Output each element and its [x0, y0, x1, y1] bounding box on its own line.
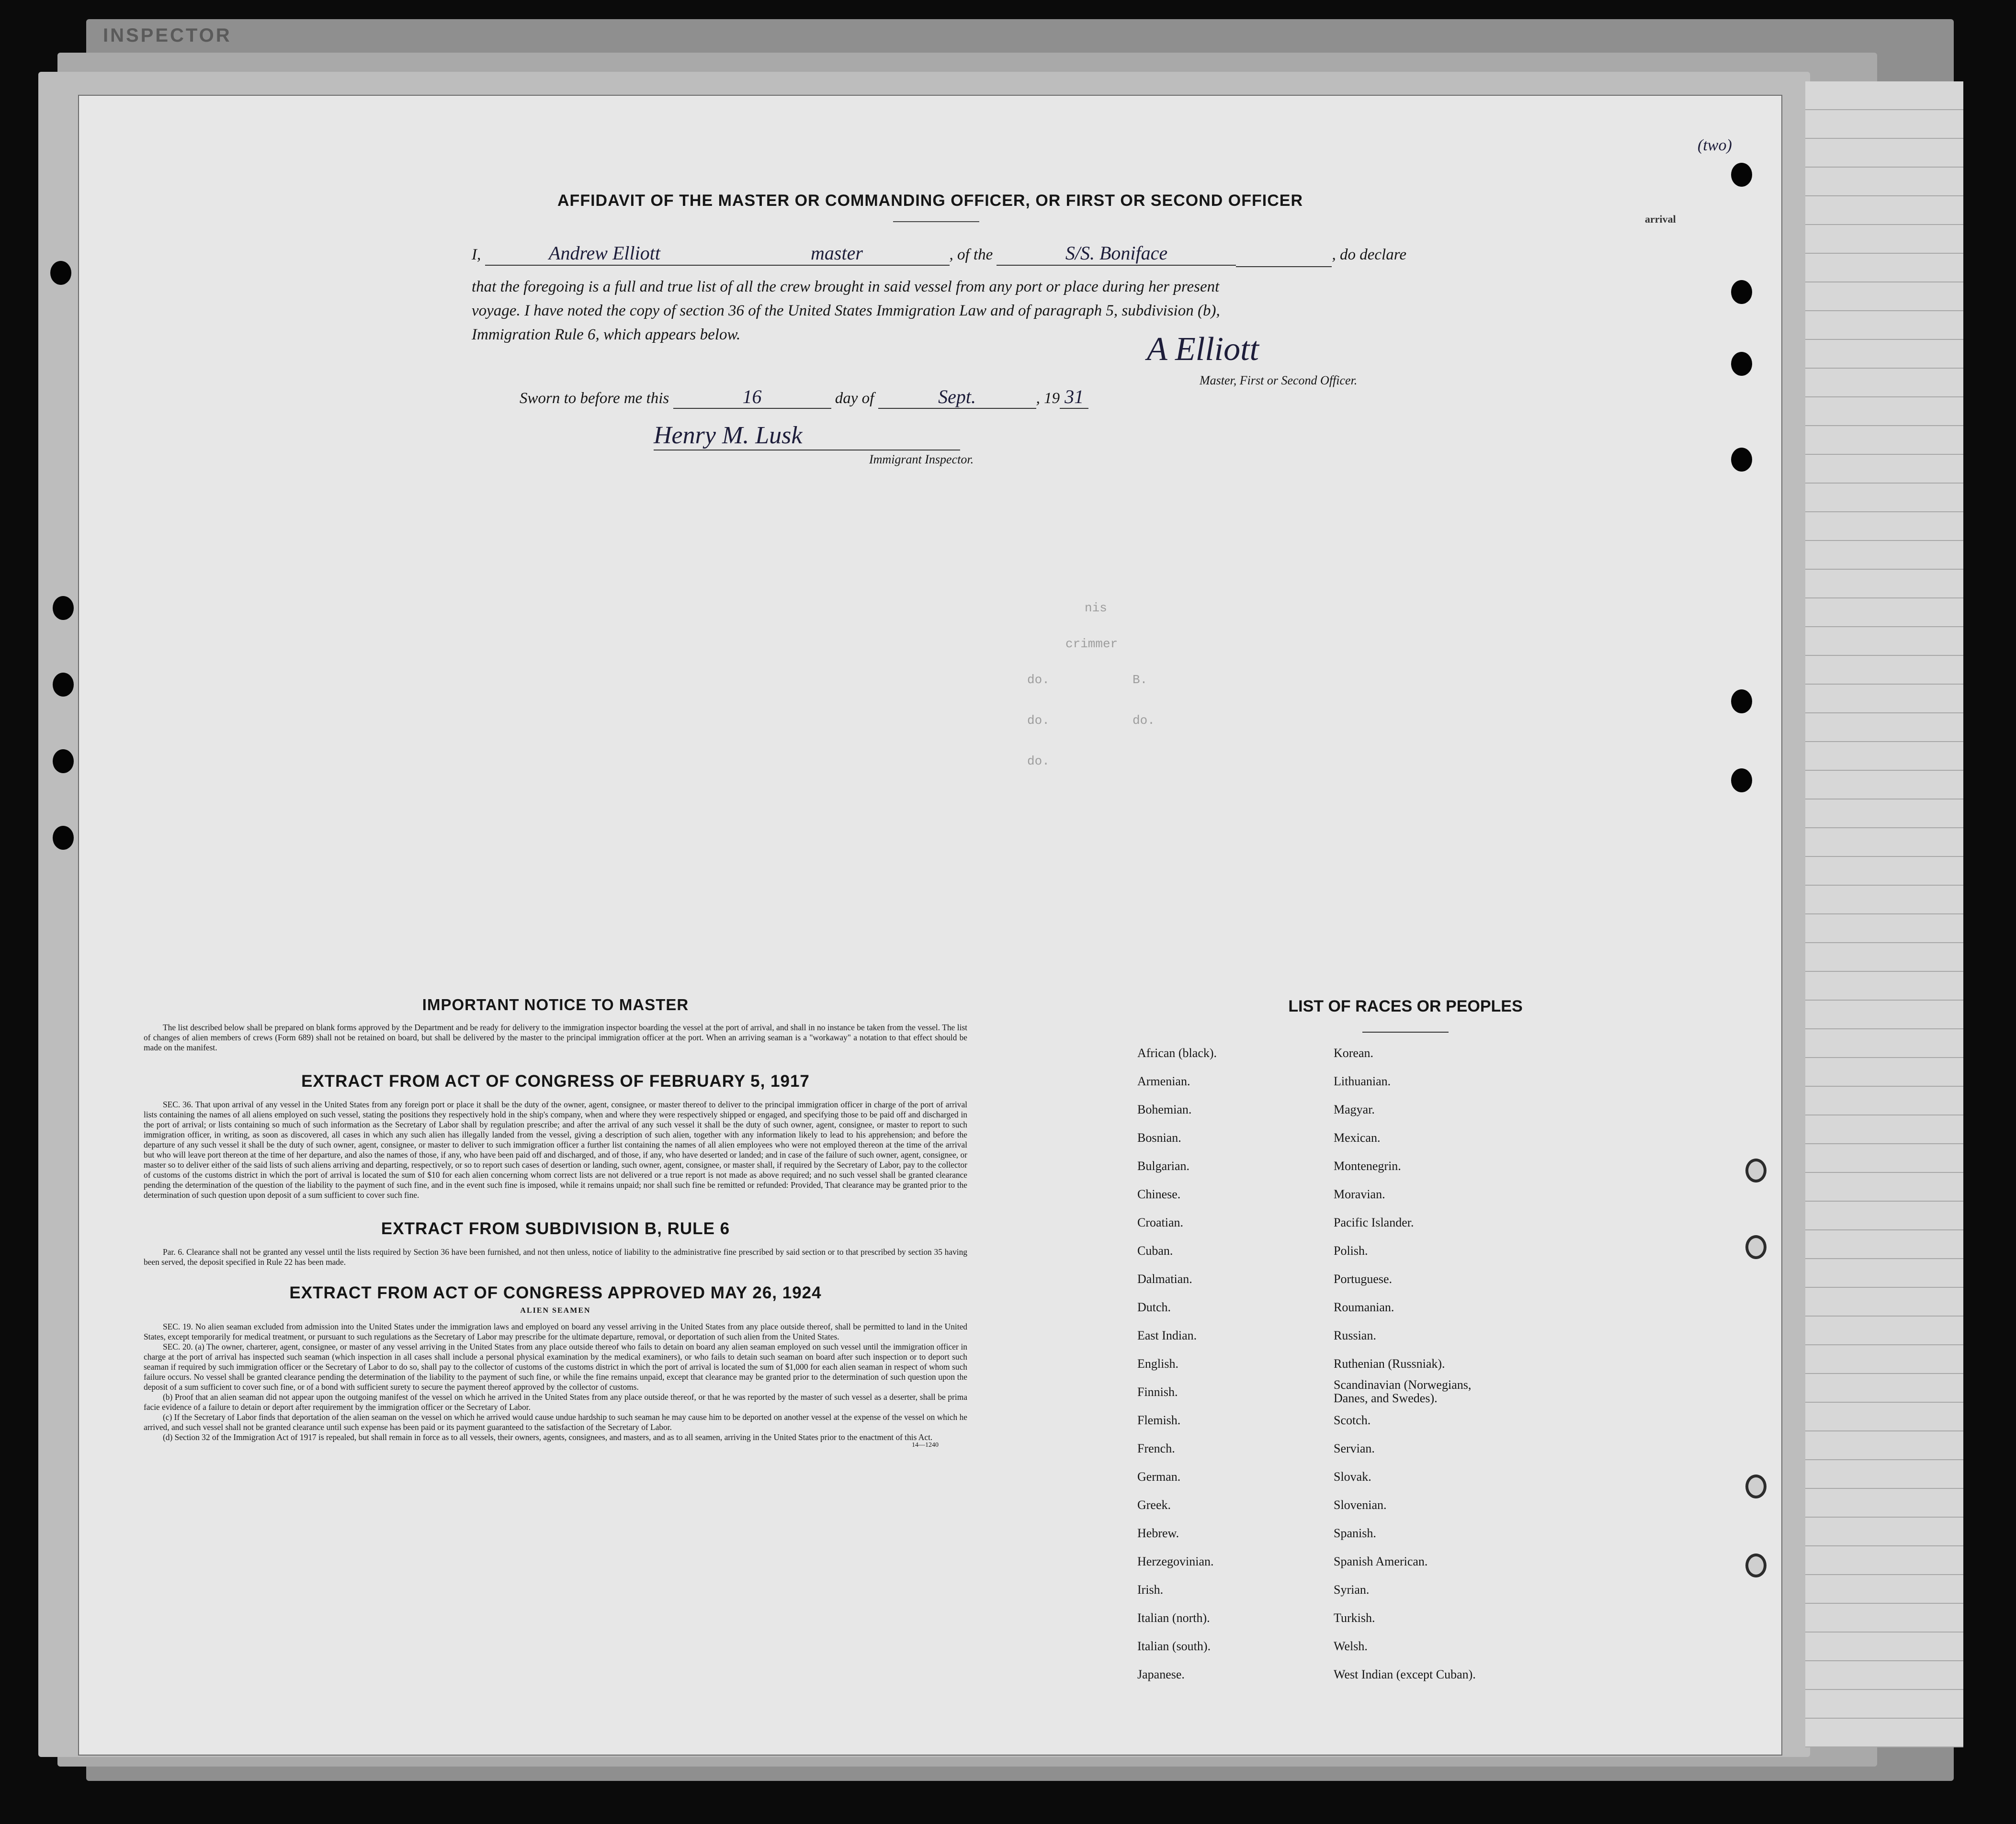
bleed-through-text: do. — [1027, 673, 1050, 687]
punch-hole — [1731, 280, 1752, 304]
race-item: Ruthenian (Russniak). — [1334, 1357, 1445, 1371]
punch-hole — [53, 749, 74, 773]
race-item: English. — [1137, 1357, 1178, 1371]
race-item: Lithuanian. — [1334, 1074, 1391, 1088]
sworn-month-field: Sept. — [878, 385, 1036, 409]
inspector-caption: Immigrant Inspector. — [869, 452, 974, 466]
punch-hole — [53, 826, 74, 850]
punch-hole — [53, 596, 74, 620]
manifest-page — [79, 96, 1781, 1755]
race-item: French. — [1137, 1441, 1175, 1455]
race-item: Korean. — [1334, 1046, 1374, 1060]
extract-rule6-paragraph: Par. 6. Clearance shall not be granted any vessel until the lists required by Section 36 have been furnished, and not then unless, notice of liability to the administrative fine prescribed by said section or to that prescribed by section 35 having been served, the deposit specified in Rule 22 has been made. — [144, 1247, 967, 1267]
extract-1924-title: EXTRACT FROM ACT OF CONGRESS APPROVED MAY 26, 1924 — [289, 1284, 822, 1302]
race-item: Cuban. — [1137, 1244, 1173, 1258]
race-item: Irish. — [1137, 1583, 1164, 1597]
race-item: Bulgarian. — [1137, 1159, 1190, 1173]
sec-20d-paragraph: (d) Section 32 of the Immigration Act of 1917 is repealed, but shall remain in force as to all vessels, their owners, agents, consignees, and masters, and as to all seamen, arriving in the United States prior to the enactment of this Act. — [163, 1432, 933, 1442]
bleed-through-text: crimmer — [1065, 637, 1118, 651]
extract-1917-paragraph: SEC. 36. That upon arrival of any vessel in the United States from any foreign port or place it shall be the duty of the owner, agent, consignee, or master thereof to deliver to the principal immigration officer in charge of the port of arrival lists containing the names of all aliens employed on such vessel, stating the positions they respectively hold in the ship's company, when and where they were respectively shipped or engaged, and specifying those to be paid off and discharged in the port of arrival; or lists containing so much of such information as the Secretary of Labor shall by regulation prescribe; and after the arrival of any such vessel it shall be the duty of such owner, agent, consignee, or master to report to such immigration officer, in writing, as soon as discovered, all cases in which any such alien has illegally landed from the vessel, giving a description of such alien, together with any information likely to lead to his apprehension; and before the departure of any such vessel it shall be the duty of such owner, agent, consignee, or master to deliver to such immigration officer a further list containing the names of all alien employees who were not employed thereon at the time of the arrival but who will leave port thereon at the time of her departure, and also the names of those, if any, who have been paid off and discharged, and of those, if any, who have deserted or landed; and in case of the failure of such owner, agent, consignee, or master so to deliver either of the said lists of such aliens arriving and departing, respectively, or so to report such cases of desertion or landing, such owner, agent, consignee, or master shall, if required by the Secretary of Labor, pay to the collector of customs of the customs district in which the port of arrival is located the sum of $10 for each alien concerning whom correct lists are not delivered or a true report is not made as above required; and no such vessel shall be granted clearance pending the determination of the question of the liability to the payment of such fine, and in the event such fine is imposed, while it remains unpaid; nor shall such fine be remitted or refunded: Provided, That clearance may be granted prior to the determination of such question upon deposit of a sum sufficient to cover such fine. — [144, 1100, 967, 1200]
race-item: Dalmatian. — [1137, 1272, 1192, 1286]
race-item: Spanish American. — [1334, 1554, 1428, 1568]
punch-hole — [1745, 1554, 1767, 1577]
bleed-through-text: do. — [1027, 713, 1050, 728]
race-item: Portuguese. — [1334, 1272, 1393, 1286]
year-prefix: , 19 — [1036, 390, 1060, 407]
declaration-line-4: Immigration Rule 6, which appears below. — [472, 326, 741, 343]
punch-hole — [1745, 1235, 1767, 1259]
sworn-line — [520, 385, 1088, 409]
race-item: Slovenian. — [1334, 1498, 1387, 1512]
race-item: Turkish. — [1334, 1611, 1375, 1625]
sec-20b-paragraph: (b) Proof that an alien seaman did not appear upon the outgoing manifest of the vessel on which he arrived in the United States from any place outside thereof, or that he was reported by the master of such vessel as a deserter, shall be prima facie evidence of a failure to detain or deport after requirement by the immigration officer or the Secretary of Labor. — [144, 1392, 967, 1412]
race-item: African (black). — [1137, 1046, 1217, 1060]
master-signature-caption: Master, First or Second Officer. — [1200, 373, 1358, 387]
race-item: Dutch. — [1137, 1300, 1171, 1314]
punch-hole — [53, 673, 74, 697]
rank-field: master — [725, 242, 950, 266]
punch-hole — [1731, 448, 1752, 472]
notice-title: IMPORTANT NOTICE TO MASTER — [422, 996, 689, 1013]
race-item: Magyar. — [1334, 1103, 1375, 1116]
ledger-page-edge — [1805, 81, 1963, 1747]
race-item: Servian. — [1334, 1441, 1375, 1455]
sworn-day-field: 16 — [673, 385, 831, 409]
notice-text — [144, 1023, 967, 1053]
races-title-rule — [1362, 1032, 1449, 1033]
sworn-year-field: 31 — [1060, 385, 1088, 409]
inspector-signature: Henry M. Lusk — [654, 421, 960, 450]
corner-note: (two) — [1698, 136, 1732, 154]
extract-1924-text — [144, 1322, 967, 1442]
race-item: Polish. — [1334, 1244, 1368, 1258]
of-the-text: , of the — [949, 246, 993, 263]
bleed-through-text: nis — [1085, 601, 1107, 615]
race-item: Greek. — [1137, 1498, 1171, 1512]
races-title: LIST OF RACES OR PEOPLES — [1288, 997, 1523, 1015]
race-item: Roumanian. — [1334, 1300, 1394, 1314]
affidavit-title: AFFIDAVIT OF THE MASTER OR COMMANDING OFFICER, OR FIRST OR SECOND OFFICER — [557, 191, 1303, 210]
master-name-field: Andrew Elliott — [485, 242, 725, 266]
race-item: Scandinavian (Norwegians, Danes, and Swedes). — [1334, 1378, 1472, 1405]
race-item: Scotch. — [1334, 1413, 1371, 1427]
punch-hole — [1745, 1475, 1767, 1498]
race-item: Welsh. — [1334, 1639, 1368, 1653]
race-item: Syrian. — [1334, 1583, 1370, 1597]
race-item: Bohemian. — [1137, 1103, 1192, 1116]
bleed-through-text: do. — [1027, 754, 1050, 768]
race-item: Montenegrin. — [1334, 1159, 1401, 1173]
day-of-text: day of — [835, 390, 874, 407]
punch-hole — [1731, 768, 1752, 792]
i-word: I, — [472, 246, 481, 263]
bleed-through-text: do. — [1133, 713, 1155, 728]
race-item: East Indian. — [1137, 1329, 1197, 1342]
race-item: Mexican. — [1334, 1131, 1381, 1145]
bleed-through-text: B. — [1133, 673, 1148, 687]
race-item: Italian (south). — [1137, 1639, 1211, 1653]
race-item: Croatian. — [1137, 1216, 1184, 1229]
inspector-tab-label: INSPECTOR — [103, 25, 232, 46]
alien-seamen-subtitle: ALIEN SEAMEN — [520, 1306, 591, 1315]
extract-rule6-title: EXTRACT FROM SUBDIVISION B, RULE 6 — [381, 1219, 730, 1238]
vessel-field-blank — [1236, 243, 1332, 267]
master-signature: A Elliott — [1147, 331, 1259, 368]
notice-column — [144, 996, 967, 1449]
do-declare-text: , do declare — [1332, 246, 1406, 263]
extract-1917-text — [144, 1100, 967, 1200]
race-item: Spanish. — [1334, 1526, 1376, 1540]
race-item: German. — [1137, 1470, 1181, 1484]
declaration-line-1 — [472, 242, 1501, 267]
extract-1917-title: EXTRACT FROM ACT OF CONGRESS OF FEBRUARY 5, 1917 — [301, 1072, 810, 1091]
punch-hole — [1731, 163, 1752, 187]
race-item: West Indian (except Cuban). — [1334, 1667, 1476, 1681]
punch-hole — [1731, 352, 1752, 376]
notice-paragraph: The list described below shall be prepared on blank forms approved by the Department and be ready for delivery to the immigration inspector boarding the vessel at the port of arrival, and shall in no instance be taken from the vessel. The list of changes of alien members of crews (Form 689) shall not be retained on board, but shall be delivered by the master to the principal immigration officer at the port. When an arriving seaman is a "workaway" a notation to that effect should be made on the manifest. — [144, 1023, 967, 1052]
form-number: 14—1240 — [912, 1441, 939, 1449]
arrival-note: arrival — [1645, 213, 1676, 225]
race-item: Russian. — [1334, 1329, 1376, 1342]
race-item: Japanese. — [1137, 1667, 1185, 1681]
vessel-field: S/S. Boniface — [997, 242, 1236, 266]
race-item: Finnish. — [1137, 1385, 1178, 1399]
punch-hole — [1745, 1159, 1767, 1182]
race-item: Armenian. — [1137, 1074, 1190, 1088]
title-rule — [893, 221, 979, 222]
punch-hole — [50, 261, 71, 285]
punch-hole — [1731, 689, 1752, 713]
race-item: Flemish. — [1137, 1413, 1181, 1427]
race-item: Bosnian. — [1137, 1131, 1181, 1145]
sec-20c-paragraph: (c) If the Secretary of Labor finds that deportation of the alien seaman on the vessel on which he arrived would cause undue hardship to such seaman he may cause him to be deported on another vessel at the expense of the vessel on which he arrived, and such vessel shall not be granted clearance until such expense has been paid or its payment guaranteed to the satisfaction of the Secretary of Labor. — [144, 1412, 967, 1432]
race-item: Herzegovinian. — [1137, 1554, 1214, 1568]
declaration-line-3: voyage. I have noted the copy of section 36 of the United States Immigration Law and of paragraph 5, subdivision (b), — [472, 302, 1220, 319]
sec-19-paragraph: SEC. 19. No alien seaman excluded from admission into the United States under the immigration laws and employed on board any vessel arriving in the United States from any place outside thereof, shall be permitted to land in the United States, except temporarily for medical treatment, or pursuant to such regulations as the Secretary of Labor may prescribe for the ultimate departure, removal, or deportation of such alien from the United States. — [144, 1322, 967, 1341]
race-item: Hebrew. — [1137, 1526, 1179, 1540]
race-item: Slovak. — [1334, 1470, 1371, 1484]
extract-rule6-text — [144, 1247, 967, 1267]
race-item: Moravian. — [1334, 1187, 1385, 1201]
race-item: Pacific Islander. — [1334, 1216, 1414, 1229]
race-item: Chinese. — [1137, 1187, 1181, 1201]
sworn-prefix: Sworn to before me this — [520, 390, 669, 407]
race-item: Italian (north). — [1137, 1611, 1210, 1625]
declaration-line-2: that the foregoing is a full and true list of all the crew brought in said vessel from any port or place during her present — [472, 278, 1220, 295]
sec-20a-paragraph: SEC. 20. (a) The owner, charterer, agent, consignee, or master of any vessel arriving in the United States from any place outside thereof who fails to detain on board any alien seaman employed on such vessel until the immigration officer in charge at the port of arrival has inspected such seaman (which inspection in all cases shall include a personal physical examination by the medical examiners), or who fails to detain such seaman on board after such inspection or to deport such seaman if required by such immigration officer or the Secretary of Labor to do so, shall pay to the collector of customs of the customs district in which the port of arrival is located the sum of $1,000 for each alien seaman in respect of whom such failure occurs. No vessel shall be granted clearance pending the determination of the liability to the payment of such fine, or while the fine remains unpaid, except that clearance may be granted prior to the determination of such question upon the deposit of a sum sufficient to cover such fine, or of a bond with sufficient surety to secure the payment thereof approved by the collector of customs. — [144, 1342, 967, 1392]
